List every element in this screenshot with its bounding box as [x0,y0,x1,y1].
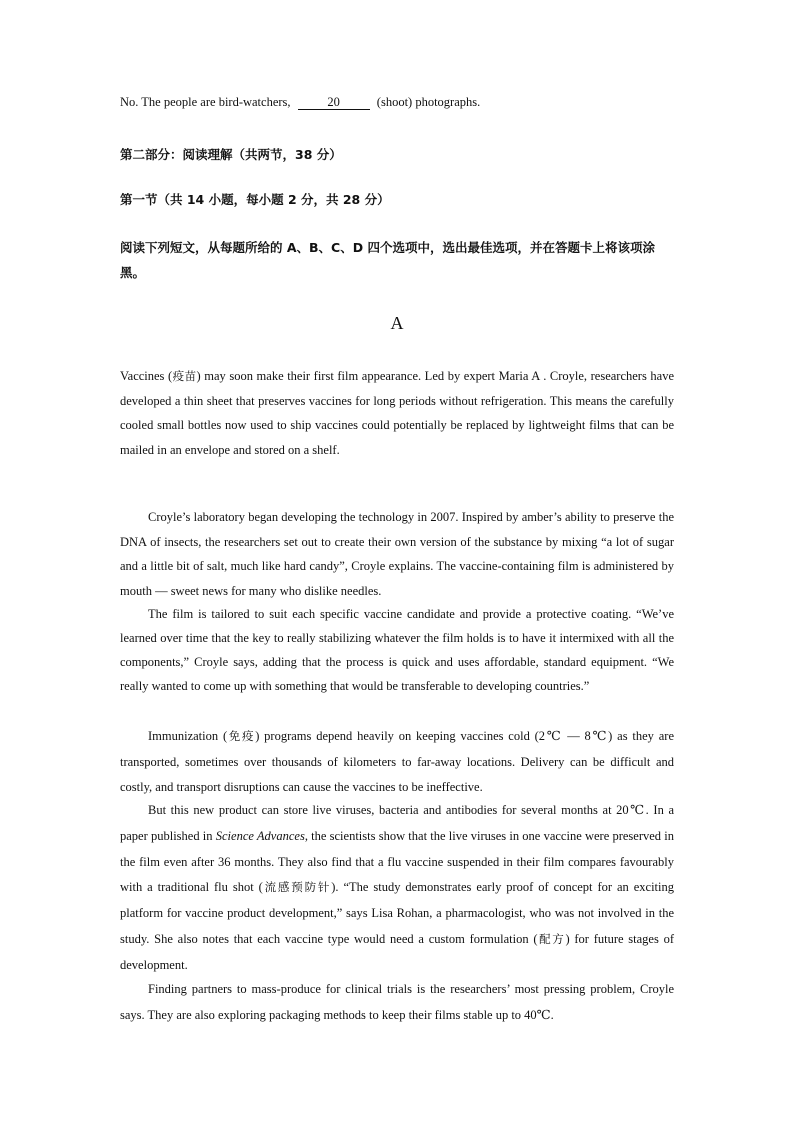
intro-text-b: ) may soon make their first film appearance. Led by expert Maria A . Croyle, researchers have developed a thin sheet that preserves vaccines for long periods without refrigeration. This means the carefully cooled small bottles now used to ship vaccines could potentially be replaced by lightweight films that can be mailed in an envelope and stored on a shelf. [120,369,675,457]
passage-title: A [390,313,404,333]
passage-paragraph-1: Croyle’s laboratory began developing the technology in 2007. Inspired by amber’s ability to preserve the DNA of insects, the researchers set out to create their own version of the substance by mixing “a lot of sugar and a little bit of salt, much like hard candy”, Croyle explains. The vaccine-containing film is administered by mouth — sweet news for many who dislike needles. [120,510,674,598]
question-20-line [120,95,480,110]
p4-cn-gloss-1: 流感预防针 [262,880,332,895]
passage-paragraph-2: The film is tailored to suit each specific vaccine candidate and provide a protective coating. “We’ve learned over time that the key to really stabilizing whatever the film holds is to have it intermixed with all the components,” Croyle says, adding that the process is quick and uses affordable, standard equipment. “We really wanted to come up with something that would be transferable to developing countries.” [120,607,674,693]
p4-text-b: , the scientists show that the live viruses in one vaccine were preserved in the film even after 36 months. They also find that a flu vaccine suspended in their film compares favourably with a traditional flu shot ( [120,828,674,895]
question-20-blank: 20 [298,95,370,110]
subsection-heading: 第一节（共 14 小题，每小题 2 分，共 28 分） [120,192,390,207]
p4-text-c: ). “The study demonstrates early proof of concept for an exciting platform for vaccine product development,” says Lisa Rohan, a pharmacologist, who was not involved in the study. She also notes that each vaccine type would need a custom formulation ( [120,880,675,946]
p3-cn-gloss: 免疫 [227,729,256,743]
reading-instructions: 阅读下列短文，从每题所给的 A、B、C、D 四个选项中，选出最佳选项，并在答题卡上将该项涂黑。 [120,240,655,280]
passage-paragraph-5: Finding partners to mass-produce for clinical trials is the researchers’ most pressing problem, Croyle says. They are also exploring packaging methods to keep their films stable up to 40℃. [120,982,674,1022]
question-20-prefix: No. The people are bird-watchers, [120,95,291,109]
p4-cn-gloss-2: 配方 [537,931,566,946]
passage-intro-paragraph [120,364,674,462]
p4-text-d: ) for future stages of development. [120,931,675,972]
p3-text-a: Immunization ( [148,729,228,743]
passage-paragraph-4 [120,798,674,979]
question-20-hint: (shoot) photographs. [376,95,481,109]
p4-journal-name: Science Advances [215,828,305,843]
passage-paragraph-3 [120,724,674,801]
p3-text-b: ) programs depend heavily on keeping vaccines cold (2℃ — 8℃) as they are transported, sometimes over thousands of kilometers to far-away locations. Delivery can be difficult and costly, and transport disruptions can cause the vaccines to be ineffective. [120,729,674,794]
part-2-heading: 第二部分：阅读理解（共两节，38 分） [120,147,342,162]
p4-text-a: But this new product can store live viruses, bacteria and antibodies for several months at 20℃. In a paper published in [120,803,674,843]
intro-cn-gloss: 疫苗 [172,369,197,383]
intro-text-a: Vaccines ( [120,369,173,383]
